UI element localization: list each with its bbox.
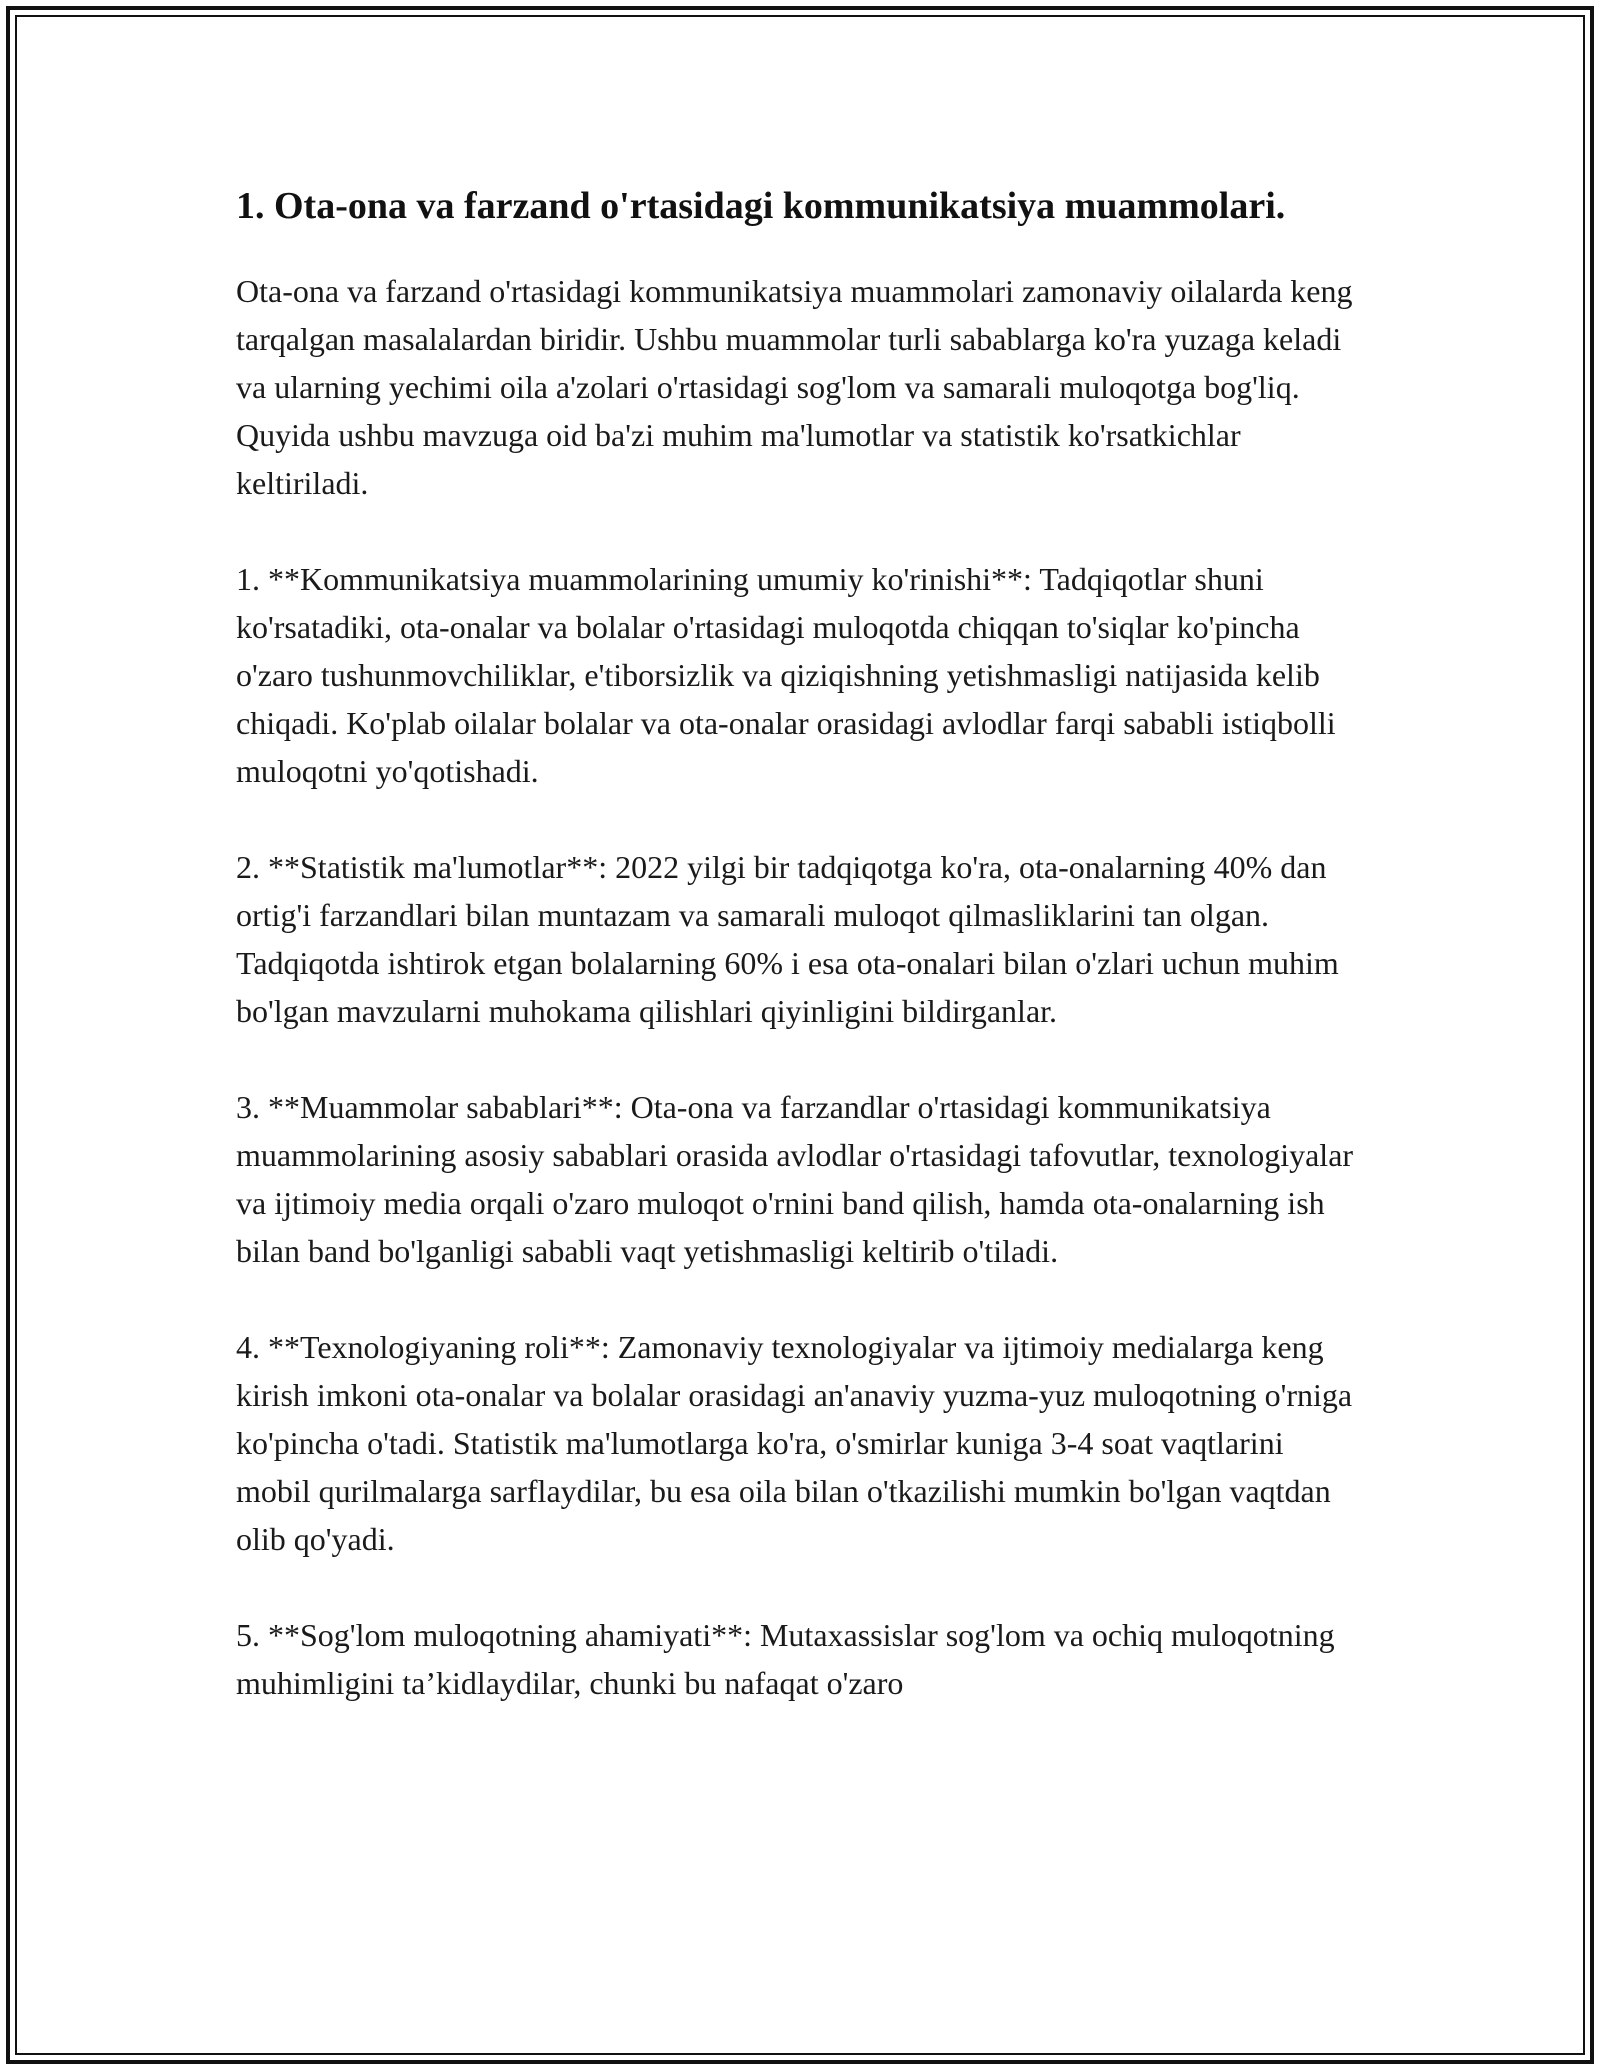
list-item-3-paragraph: 3. **Muammolar sabablari**: Ota-ona va farzandlar o'rtasidagi kommunikatsiya muammolarining asosiy sabablari orasida avlodlar o'rtasidagi tafovutlar, texnologiyalar va ijtimoiy media orqali o'zaro muloqot o'rnini band qilish, hamda ota-onalarning ish bilan band bo'lganligi sababli vaqt yetishmasligi keltirib o'tiladi. xyxy=(236,1089,1354,1269)
document-body xyxy=(236,182,1366,1707)
list-item-4-paragraph: 4. **Texnologiyaning roli**: Zamonaviy texnologiyalar va ijtimoiy medialarga keng kirish imkoni ota-onalar va bolalar orasidagi an'anaviy yuzma-yuz muloqotning o'rniga ko'pincha o'tadi. Statistik ma'lumotlarga ko'ra, o'smirlar kuniga 3-4 soat vaqtlarini mobil qurilmalarga sarflaydilar, bu esa oila bilan o'tkazilishi mumkin bo'lgan vaqtdan olib qo'yadi. xyxy=(236,1329,1353,1557)
list-item-1-paragraph: 1. **Kommunikatsiya muammolarining umumiy ko'rinishi**: Tadqiqotlar shuni ko'rsatadiki, ota-onalar va bolalar o'rtasidagi muloqotda chiqqan to'siqlar ko'pincha o'zaro tushunmovchiliklar, e'tiborsizlik va qiziqishning yetishmasligi natijasida kelib chiqadi. Ko'plab oilalar bolalar va ota-onalar orasidagi avlodlar farqi sababli istiqbolli muloqotni yo'qotishadi. xyxy=(236,561,1336,789)
list-item-5-paragraph: 5. **Sog'lom muloqotning ahamiyati**: Mutaxassislar sog'lom va ochiq muloqotning muhimligini ta’kidlaydilar, chunki bu nafaqat o'zaro xyxy=(236,1617,1335,1701)
document-heading: 1. Ota-ona va farzand o'rtasidagi kommunikatsiya muammolari. xyxy=(236,185,1286,227)
intro-paragraph: Ota-ona va farzand o'rtasidagi kommunikatsiya muammolari zamonaviy oilalarda keng tarqalgan masalalardan biridir. Ushbu muammolar turli sabablarga ko'ra yuzaga keladi va ularning yechimi oila a'zolari o'rtasidagi sog'lom va samarali muloqotga bog'liq. Quyida ushbu mavzuga oid ba'zi muhim ma'lumotlar va statistik ko'rsatkichlar keltiriladi. xyxy=(236,273,1353,501)
list-item-2-paragraph: 2. **Statistik ma'lumotlar**: 2022 yilgi bir tadqiqotga ko'ra, ota-onalarning 40% dan ortig'i farzandlari bilan muntazam va samarali muloqot qilmasliklarini tan olgan. Tadqiqotda ishtirok etgan bolalarning 60% i esa ota-onalari bilan o'zlari uchun muhim bo'lgan mavzularni muhokama qilishlari qiyinligini bildirganlar. xyxy=(236,849,1339,1029)
